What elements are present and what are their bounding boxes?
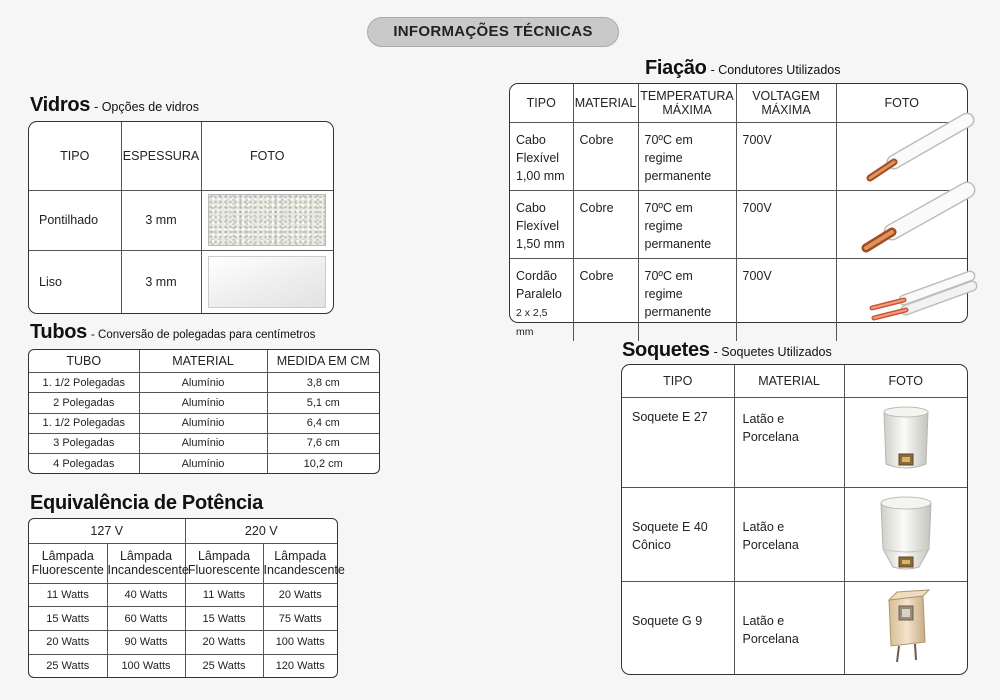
table-row [29, 250, 333, 313]
soquetes-tipo-cell: Soquete E 27 [622, 397, 734, 487]
table-row [29, 190, 333, 250]
table-row [29, 454, 379, 474]
soquetes-col-foto: FOTO [844, 365, 967, 397]
table-row [29, 393, 379, 413]
flexible-cable-icon [842, 194, 962, 254]
potencia-cell: 15 Watts [185, 607, 263, 631]
tubos-col-tubo: TUBO [29, 350, 139, 373]
fiacao-tipo-cell: Cabo Flexível 1,00 mm [510, 122, 573, 190]
plain-glass-swatch-icon [208, 256, 326, 308]
soquetes-material-cell: Latão e Porcelana [734, 397, 844, 487]
table-row [29, 607, 337, 631]
vidros-col-espessura: ESPESSURA [121, 122, 201, 190]
porcelain-socket-icon [871, 402, 941, 482]
table-row [510, 258, 967, 341]
soquetes-heading [622, 339, 832, 362]
tubos-cell: 1. 1/2 Polegadas [29, 413, 139, 433]
soquetes-title: Soquetes [622, 339, 710, 361]
tubos-cell: 3 Polegadas [29, 433, 139, 453]
soquetes-photo-cell [844, 581, 967, 674]
potencia-table [28, 518, 345, 678]
tubos-cell: Alumínio [139, 433, 267, 453]
table-row [29, 654, 337, 677]
soquetes-photo-cell [844, 397, 967, 487]
fiacao-tipo-cell: Cordão Paralelo 2 x 2,5 mm [510, 258, 573, 341]
g9-socket-icon [871, 586, 941, 670]
parallel-cord-icon [842, 270, 962, 330]
tubos-subtitle: - Conversão de polegadas para centímetros [91, 329, 316, 341]
potencia-cell: 25 Watts [185, 654, 263, 677]
potencia-cell: 11 Watts [185, 583, 263, 607]
vidros-col-foto: FOTO [201, 122, 333, 190]
fiacao-photo-cell [836, 258, 967, 341]
table-row [510, 122, 967, 190]
potencia-group-220: 220 V [185, 519, 337, 543]
fiacao-col-temperatura: TEMPERATURA MÁXIMA [638, 84, 736, 122]
soquetes-tipo-cell: Soquete E 40 Cônico [622, 487, 734, 581]
potencia-cell: 100 Watts [263, 630, 337, 654]
tubos-cell: 6,4 cm [267, 413, 379, 433]
table-row [29, 373, 379, 393]
tubos-col-medida: MEDIDA EM CM [267, 350, 379, 373]
table-row [622, 487, 967, 581]
potencia-cell: 11 Watts [29, 583, 107, 607]
soquetes-material-cell: Latão e Porcelana [734, 581, 844, 674]
tubos-title: Tubos [30, 321, 88, 343]
vidros-espessura-cell: 3 mm [121, 190, 201, 250]
soquetes-tipo-cell: Soquete G 9 [622, 581, 734, 674]
tubos-cell: Alumínio [139, 413, 267, 433]
potencia-subheader: Lâmpada Fluorescente [185, 543, 263, 583]
potencia-cell: 20 Watts [29, 630, 107, 654]
potencia-cell: 120 Watts [263, 654, 337, 677]
tubos-cell: 3,8 cm [267, 373, 379, 393]
fiacao-temp-cell: 70ºC em regime permanente [638, 190, 736, 258]
fiacao-material-cell: Cobre [573, 190, 638, 258]
potencia-cell: 100 Watts [107, 654, 185, 677]
fiacao-photo-cell [836, 122, 967, 190]
potencia-cell: 20 Watts [185, 630, 263, 654]
tubos-table [28, 349, 380, 474]
soquetes-subtitle: - Soquetes Utilizados [713, 345, 832, 359]
tubos-cell: Alumínio [139, 454, 267, 474]
vidros-tipo-cell: Pontilhado [29, 190, 121, 250]
fiacao-col-voltagem: VOLTAGEM MÁXIMA [736, 84, 836, 122]
tubos-heading [30, 321, 315, 344]
tubos-cell: 7,6 cm [267, 433, 379, 453]
table-row [29, 433, 379, 453]
tubos-cell: 10,2 cm [267, 454, 379, 474]
fiacao-tipo-cell: Cabo Flexível 1,50 mm [510, 190, 573, 258]
table-row [29, 413, 379, 433]
vidros-subtitle: - Opções de vidros [94, 100, 199, 114]
vidros-tipo-cell: Liso [29, 250, 121, 313]
soquetes-table [621, 364, 968, 675]
potencia-cell: 20 Watts [263, 583, 337, 607]
fiacao-heading [645, 57, 840, 80]
table-row [510, 190, 967, 258]
vidros-photo-cell [201, 250, 333, 313]
potencia-cell: 15 Watts [29, 607, 107, 631]
soquetes-photo-cell [844, 487, 967, 581]
fiacao-material-cell: Cobre [573, 258, 638, 341]
fiacao-col-material: MATERIAL [573, 84, 638, 122]
vidros-title: Vidros [30, 94, 91, 116]
potencia-title: Equivalência de Potência [30, 492, 263, 514]
potencia-cell: 40 Watts [107, 583, 185, 607]
potencia-cell: 60 Watts [107, 607, 185, 631]
potencia-cell: 25 Watts [29, 654, 107, 677]
vidros-heading [30, 94, 199, 117]
fiacao-col-tipo: TIPO [510, 84, 573, 122]
potencia-subheader: Lâmpada Incandescente [107, 543, 185, 583]
fiacao-temp-cell: 70ºC em regime permanente [638, 122, 736, 190]
tubos-cell: 5,1 cm [267, 393, 379, 413]
potencia-group-127: 127 V [29, 519, 185, 543]
potencia-subheader: Lâmpada Incandescente [263, 543, 337, 583]
tubos-cell: Alumínio [139, 393, 267, 413]
table-row [29, 583, 337, 607]
potencia-cell: 75 Watts [263, 607, 337, 631]
fiacao-volt-cell: 700V [736, 190, 836, 258]
table-row [29, 630, 337, 654]
tubos-cell: 2 Polegadas [29, 393, 139, 413]
conical-porcelain-socket-icon [869, 491, 943, 577]
fiacao-col-foto: FOTO [836, 84, 967, 122]
fiacao-table [509, 83, 968, 338]
fiacao-temp-cell: 70ºC em regime permanente [638, 258, 736, 341]
fiacao-material-cell: Cobre [573, 122, 638, 190]
fiacao-subtitle: - Condutores Utilizados [710, 63, 841, 77]
tubos-cell: Alumínio [139, 373, 267, 393]
soquetes-col-material: MATERIAL [734, 365, 844, 397]
fiacao-title: Fiação [645, 57, 707, 79]
flexible-cable-icon [842, 126, 962, 186]
vidros-espessura-cell: 3 mm [121, 250, 201, 313]
fiacao-photo-cell [836, 190, 967, 258]
potencia-heading [30, 492, 263, 515]
table-row [622, 581, 967, 674]
section-header-pill: INFORMAÇÕES TÉCNICAS [367, 17, 619, 47]
fiacao-volt-cell: 700V [736, 258, 836, 341]
dotted-glass-swatch-icon [208, 194, 326, 246]
vidros-photo-cell [201, 190, 333, 250]
tubos-cell: 4 Polegadas [29, 454, 139, 474]
potencia-subheader: Lâmpada Fluorescente [29, 543, 107, 583]
tubos-cell: 1. 1/2 Polegadas [29, 373, 139, 393]
tubos-col-material: MATERIAL [139, 350, 267, 373]
vidros-table [28, 121, 334, 314]
soquetes-material-cell: Latão e Porcelana [734, 487, 844, 581]
soquetes-col-tipo: TIPO [622, 365, 734, 397]
table-row [622, 397, 967, 487]
fiacao-volt-cell: 700V [736, 122, 836, 190]
potencia-cell: 90 Watts [107, 630, 185, 654]
vidros-col-tipo: TIPO [29, 122, 121, 190]
